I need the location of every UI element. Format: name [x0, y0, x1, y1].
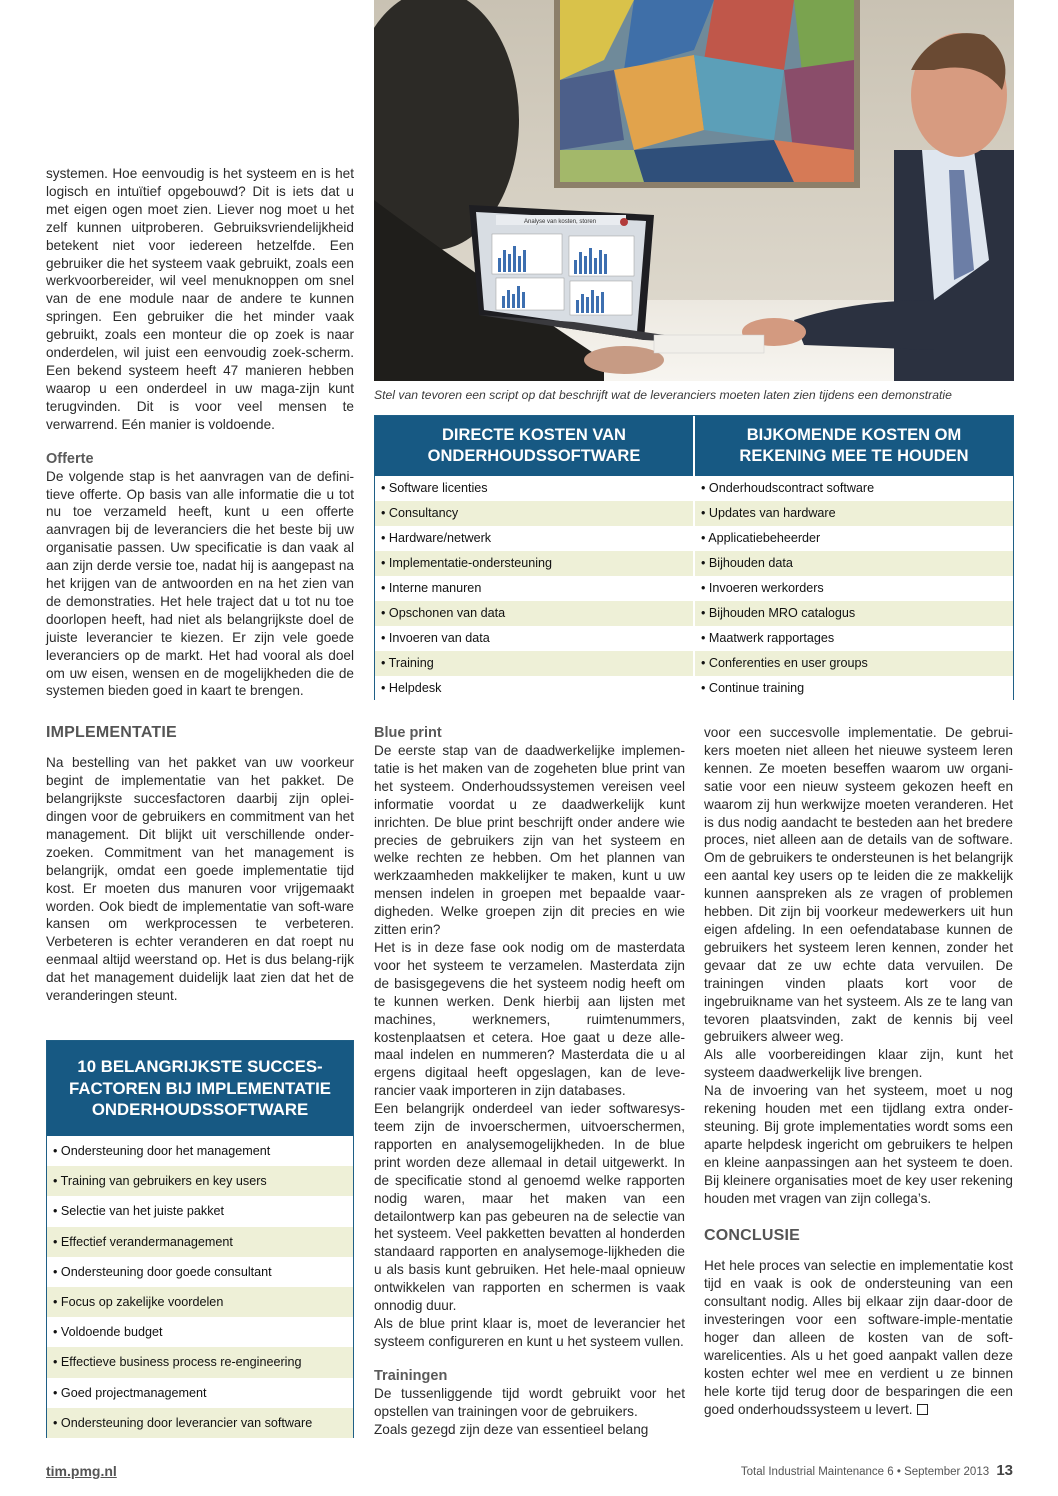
table-row: • Maatwerk rapportages [695, 626, 1013, 651]
list-item: • Ondersteuning door het management [47, 1136, 353, 1166]
extra-costs-list [693, 476, 1013, 701]
table-row: • Applicatiebeheerder [695, 526, 1013, 551]
success-factors-box [46, 1040, 354, 1438]
article-photo [374, 0, 1014, 381]
right-column [704, 724, 1013, 1419]
implementatie-heading: IMPLEMENTATIE [46, 724, 177, 742]
table-row: • Training [375, 651, 693, 676]
blueprint-paragraph: De eerste stap van de daadwerkelijke implemen-tatie is het maken van de zogeheten blue print van het systeem. Onderhoudssystemen vereisen veel informatie voordat u ze daadwerkelijk kunt inrichten. De blue print beschrijft onder andere wie precies de gebruikers zijn van het systeem en welke rechten ze hebben. Om het plannen van werkzaamheden makkelijker te maken, kunt u uw mensen indelen in groepen met bepaalde vaar-digheden. Welke groepen zijn dit precies en wie zitten erin? [374, 743, 685, 938]
trainingen-heading: Trainingen [374, 1367, 448, 1384]
intro-paragraph: systemen. Hoe eenvoudig is het systeem en is het logisch en intuïtief opgebouwd? Dit is iets dat u met eigen ogen moet zien. Liever nog moet u het zelf kunnen uitproberen. Gebruiksvriendelijkheid betekent niet voor iedereen hetzelfde. Een gebruiker die het systeem vaak gebruikt, zoals een werkvoorbereider, wil veel menuknoppen om snel van de ene module naar de andere te kunnen springen. Een gebruiker die het minder vaak gebruikt, zoals een monteur die op zoek is naar onderdelen, wil juist een eenvoudig zoek-scherm. Een bekend systeem heeft 47 manieren hebben waarop u een onderdeel in uw maga-zijn kunt terugvinden. Dit is voor veel mensen te verwarrend. Eén manier is voldoende. [46, 166, 354, 432]
table-row: • Invoeren werkorders [695, 576, 1013, 601]
blueprint-paragraph: Het is in deze fase ook nodig om de masterdata voor het systeem te verzamelen. Masterdata zijn de basisgegevens die het systeem nodig heeft om te kunnen werken. Denk hierbij aan lijsten met machines, werknemers, ruimtenummers, kostenplaatsen et cetera. Hoe gaat u deze alle-maal indelen en nummeren? Masterdata die u al ergens digitaal heeft opgeslagen, kan de leve-rancier vaak importeren in zijn databases. [374, 939, 685, 1099]
success-factors-title: 10 BELANGRIJKSTE SUCCES-FACTOREN BIJ IMPLEMENTATIE ONDERHOUDSSOFTWARE [47, 1041, 353, 1136]
conclusie-heading: CONCLUSIE [704, 1227, 801, 1245]
right-paragraph: Als alle voorbereidingen klaar zijn, kunt het systeem daadwerkelijk live brengen. [704, 1047, 1013, 1081]
costs-table [374, 415, 1014, 700]
list-item: • Focus op zakelijke voordelen [47, 1287, 353, 1317]
table-row: • Interne manuren [375, 576, 693, 601]
list-item: • Selectie van het juiste pakket [47, 1196, 353, 1226]
table-row: • Helpdesk [375, 676, 693, 701]
table-row: • Invoeren van data [375, 626, 693, 651]
table-row: • Hardware/netwerk [375, 526, 693, 551]
laptop-screen-title: Analyse van kosten, storen [524, 219, 597, 225]
extra-costs-header: BIJKOMENDE KOSTEN OM REKENING MEE TE HOUDEN [693, 416, 1013, 476]
footer-site-link[interactable]: tim.pmg.nl [46, 1463, 117, 1479]
trainingen-paragraph: Zoals gezegd zijn deze van essentieel belang [374, 1421, 649, 1437]
table-row: • Consultancy [375, 501, 693, 526]
blueprint-heading: Blue print [374, 725, 442, 741]
table-row: • Continue training [695, 676, 1013, 701]
trainingen-paragraph: De tussenliggende tijd wordt gebruikt voor het opstellen van trainingen voor de gebruikers. [374, 1385, 685, 1419]
right-paragraph: Na de invoering van het systeem, moet u nog rekening houden met een tijdlang extra onder-steuning. Bij grote implementaties wordt soms een aparte helpdesk ingericht om gebruikers te helpen en kleine aanpassingen aan het systeem te doen. Bij kleinere organisaties moet de key user rekening houden met vragen van zijn collega’s. [704, 1083, 1013, 1206]
end-of-article-icon [917, 1404, 928, 1415]
offerte-paragraph: De volgende stap is het aanvragen van de defini-tieve offerte. Op basis van alle informatie die u tot nu toe verzameld heeft, kunt u een offerte aanvragen bij de leveranciers die het beste bij uw organisatie passen. Uw specificatie is dan vaak al aan zijn derde versie toe, nadat hij is aangepast na het krijgen van de antwoorden en na het zien van de demonstraties. Het hele traject dat u tot nu toe doorlopen heeft, had niet als belangrijkste doel de juiste leverancier te kiezen. Er zijn vele goede leveranciers op de markt. Het had vooral als doel om uw eisen, wensen en de mogelijkheden die de systemen bieden goed in kaart te brengen. [46, 468, 354, 699]
implementatie-paragraph: Na bestelling van het pakket van uw voorkeur begint de implementatie van het pakket. De belangrijkste succesfactoren daarbij zijn oplei-dingen voor de gebruikers en commitment van het management. Dit blijkt uit verschillende onder-zoeken. Commitment van het management is belangrijk, omdat een goede implementatie tijd kost. Er moeten dus manuren voor vrijgemaakt worden. Ook biedt de implementatie van soft-ware kansen om werkprocessen te verbeteren. Verbeteren is echter veranderen en dat roept nu eenmaal altijd weerstand op. Het is dus belang-rijk dat het management duidelijk laat zien dat het de veranderingen steunt. [46, 755, 354, 1004]
photo-caption: Stel van tevoren een script op dat beschrijft wat de leveranciers moeten laten zien tijdens een demonstratie [374, 388, 952, 402]
list-item: • Ondersteuning door leverancier van software [47, 1408, 353, 1438]
middle-column [374, 724, 685, 1439]
list-item: • Training van gebruikers en key users [47, 1166, 353, 1196]
table-row: • Opschonen van data [375, 601, 693, 626]
table-row: • Implementatie-ondersteuning [375, 551, 693, 576]
direct-costs-header: DIRECTE KOSTEN VAN ONDERHOUDSSOFTWARE [375, 416, 693, 476]
list-item: • Effectieve business process re-engineering [47, 1347, 353, 1377]
table-row: • Bijhouden data [695, 551, 1013, 576]
success-factors-list [47, 1136, 353, 1438]
conclusie-paragraph [704, 1257, 1013, 1418]
list-item: • Effectief verandermanagement [47, 1227, 353, 1257]
table-row: • Updates van hardware [695, 501, 1013, 526]
left-column [46, 165, 354, 1005]
conclusie-text: Het hele proces van selectie en implementatie kost tijd en vaak is ook de ondersteuning van een consultant nodig. Alles bij elkaar zijn daar-door de investeringen voor een software-imple-mentatie hoger dan alleen de kosten van de soft-warelicenties. Als u het goed aanpakt vallen deze kosten echter wel mee en verdient u ze binnen hele korte tijd terug door de besparingen die een goed onderhoudssysteem u levert. [704, 1258, 1013, 1417]
table-row: • Conferenties en user groups [695, 651, 1013, 676]
direct-costs-list [375, 476, 693, 701]
list-item: • Ondersteuning door goede consultant [47, 1257, 353, 1287]
table-row: • Bijhouden MRO catalogus [695, 601, 1013, 626]
blueprint-paragraph: Als de blue print klaar is, moet de leverancier het systeem configureren en kunt u het systeem vullen. [374, 1316, 685, 1349]
footer-magazine: Total Industrial Maintenance 6 • September 2013 [740, 1466, 990, 1478]
offerte-heading: Offerte [46, 450, 94, 467]
list-item: • Goed projectmanagement [47, 1378, 353, 1408]
blueprint-paragraph: Een belangrijk onderdeel van ieder softwaresys-teem zijn de invoerschermen, uitvoerschermen, rapporten en analysemogelijkheden. In de blue print worden deze allemaal in detail uitgewerkt. In de specificatie stond al genoemd welke rapporten nodig waren, maar het maken van een detailontwerp kan pas gebeuren na de selectie van het systeem. Veel pakketten bevatten al honderden standaard rapporten en analysemoge-lijkheden die u als basis kunt gebruiken. Het hele-maal opnieuw ontwikkelen van rapporten en schermen is vaak onnodig duur. [374, 1101, 685, 1314]
table-row: • Software licenties [375, 476, 693, 501]
costs-table-body [375, 476, 1013, 701]
costs-table-header [375, 416, 1013, 476]
right-paragraph: voor een succesvolle implementatie. De gebrui-kers moeten niet alleen het nieuwe systeem leren kennen. Ze moeten beseffen waarom uw organi-satie voor een nieuw systeem gekozen heeft en waarom zij hun werkwijze moeten veranderen. Het is dus nodig aandacht te besteden aan het bredere proces, niet alleen aan de details van de software. Om de gebruikers te ondersteunen is het belangrijk een aantal key users op te leiden die ze makkelijk kunnen aanspreken als ze vragen of problemen hebben. Dit zijn bij voorkeur medewerkers uit hun eigen afdeling. In een oefendatabase kunnen de gebruikers het systeem leren kennen, zonder het gevaar dat ze uw echte data vervuilen. De trainingen vinden plaats kort voor de ingebruikname van het systeem. Als ze te lang van tevoren plaatsvinden, zakt de kennis bij veel gebruikers alweer weg. [704, 725, 1013, 1045]
photo-illustration [374, 0, 1014, 381]
page-number: 13 [996, 1462, 1013, 1479]
list-item: • Voldoende budget [47, 1317, 353, 1347]
table-row: • Onderhoudscontract software [695, 476, 1013, 501]
footer-info [741, 1462, 1013, 1479]
